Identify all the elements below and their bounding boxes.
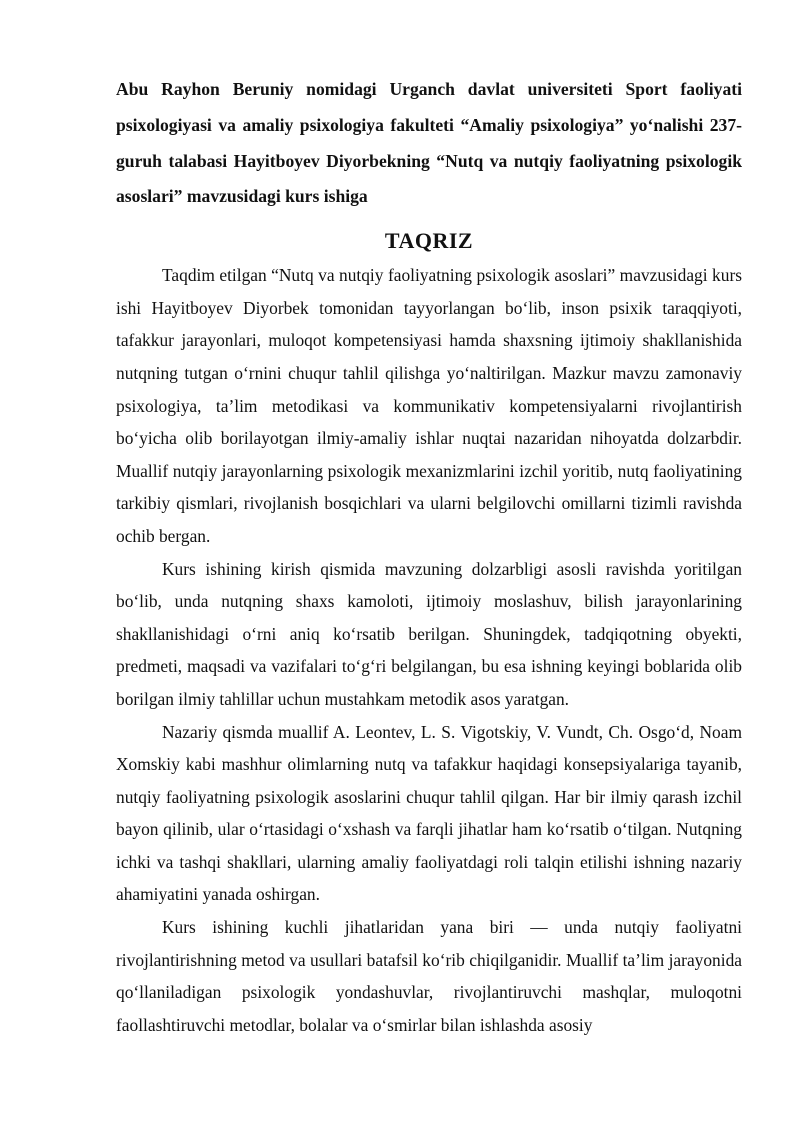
document-body xyxy=(116,72,742,1041)
paragraph-1: Taqdim etilgan “Nutq va nutqiy faoliyatning psixologik asoslari” mavzusidagi kurs ishi Hayitboyev Diyorbek tomonidan tayyorlangan bo‘lib, inson psixik taraqqiyoti, tafakkur jarayonlari, muloqot kompetensiyasi hamda shaxsning ijtimoiy shakllanishida nutqning tutgan o‘rnini chuqur tahlil qilishga yo‘naltirilgan. Mazkur mavzu zamonaviy psixologiya, ta’lim metodikasi va kommunikativ kompetensiyalarni rivojlantirish bo‘yicha olib borilayotgan ilmiy-amaliy ishlar nuqtai nazaridan nihoyatda dolzarbdir. Muallif nutqiy jarayonlarning psixologik mexanizmlarini izchil yoritib, nutq faoliyatining tarkibiy qismlari, rivojlanish bosqichlari va ularni belgilovchi omillarni tizimli ravishda ochib bergan. xyxy=(116,265,742,546)
paragraph-3: Nazariy qismda muallif A. Leontev, L. S. Vigotskiy, V. Vundt, Ch. Osgo‘d, Noam Xomskiy kabi mashhur olimlarning nutq va tafakkur haqidagi konsepsiyalariga tayanib, nutqiy faoliyatning psixologik asoslarini chuqur tahlil qilgan. Har bir ilmiy qarash izchil bayon qilinib, ular o‘rtasidagi o‘xshash va farqli jihatlar ham ko‘rsatib o‘tilgan. Nutqning ichki va tashqi shakllari, ularning amaliy faoliyatdagi roli talqin etilishi ishning nazariy ahamiyatini yanada oshirgan. xyxy=(116,721,742,905)
document-title: TAQRIZ xyxy=(384,228,474,254)
paragraph-2: Kurs ishining kirish qismida mavzuning dolzarbligi asosli ravishda yoritilgan bo‘lib, unda nutqning shaxs kamoloti, ijtimoiy moslashuv, bilish jarayonlarining shakllanishidagi o‘rni aniq ko‘rsatib berilgan. Shuningdek, tadqiqotning obyekti, predmeti, maqsadi va vazifalari to‘g‘ri belgilangan, bu esa ishning keyingi boblarida olib borilgan ilmiy tahlillar uchun mustahkam metodik asos yaratgan. xyxy=(116,558,742,709)
paragraph-4: Kurs ishining kuchli jihatlaridan yana biri — unda nutqiy faoliyatni rivojlantirishning metod va usullari batafsil ko‘rib chiqilganidir. Muallif ta’lim jarayonida qo‘llaniladigan psixologik yondashuvlar, rivojlantiruvchi mashqlar, muloqotni faollashtiruvchi metodlar, bolalar va o‘smirlar bilan ishlashda asosiy xyxy=(116,917,742,1035)
document-heading: Abu Rayhon Beruniy nomidagi Urganch davlat universiteti Sport faoliyati psixologiyasi va amaliy psixologiya fakulteti “Amaliy psixologiya” yo‘nalishi 237-guruh talabasi Hayitboyev Diyorbekning “Nutq va nutqiy faoliyatning psixologik asoslari” mavzusidagi kurs ishiga xyxy=(116,79,742,207)
